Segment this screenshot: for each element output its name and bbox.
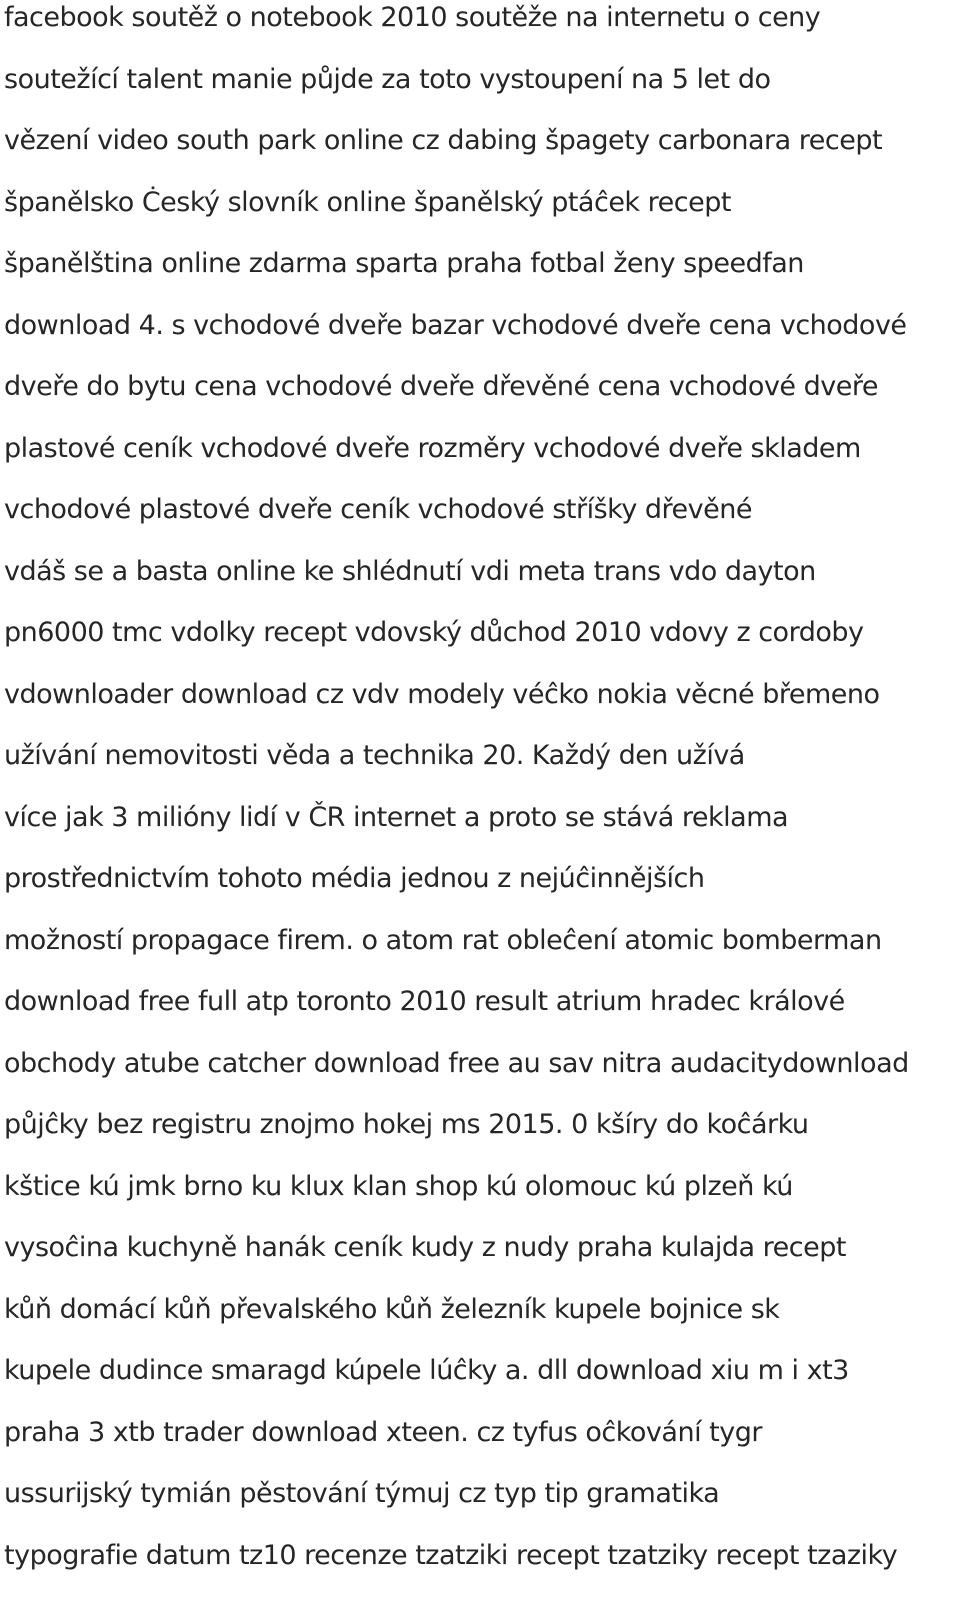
document-body xyxy=(4,0,954,1599)
text-line: download free full atp toronto 2010 result atrium hradec králové xyxy=(4,986,845,1017)
text-line: španělština online zdarma sparta praha fotbal ženy speedfan xyxy=(4,248,804,279)
text-line: více jak 3 milióny lidí v ČR internet a proto se stává reklama xyxy=(4,801,789,833)
text-line: dveře do bytu cena vchodové dveře dřevěné cena vchodové dveře xyxy=(4,371,878,402)
text-line: pn6000 tmc vdolky recept vdovský důchod 2010 vdovy z cordoby xyxy=(4,617,864,648)
text-line: typografie datum tz10 recenze tzatziki recept tzatziky recept tzaziky xyxy=(4,1539,898,1571)
text-line: prostřednictvím tohoto média jednou z nejúĉinnějších xyxy=(4,863,705,894)
text-line: půjĉky bez registru znojmo hokej ms 2015. 0 kšíry do koĉárku xyxy=(4,1109,809,1140)
text-line: kupele dudince smaragd kúpele lúĉky a. dll download xiu m i xt3 xyxy=(4,1355,849,1386)
text-line: plastové ceník vchodové dveře rozměry vchodové dveře skladem xyxy=(4,432,861,464)
text-line: soutežící talent manie půjde za toto vystoupení na 5 let do xyxy=(4,63,771,95)
text-line: vdáš se a basta online ke shlédnutí vdi meta trans vdo dayton xyxy=(4,555,816,587)
text-line: ussurijský tymián pěstování týmuj cz typ tip gramatika xyxy=(4,1478,720,1509)
text-line: download 4. s vchodové dveře bazar vchodové dveře cena vchodové xyxy=(4,309,907,341)
text-line: vězení video south park online cz dabing špagety carbonara recept xyxy=(4,125,883,156)
text-line: facebook soutěž o notebook 2010 soutěže na internetu o ceny xyxy=(4,2,821,33)
text-line: kštice kú jmk brno ku klux klan shop kú olomouc kú plzeň kú xyxy=(4,1170,793,1202)
text-line: kůň domácí kůň převalského kůň železník kupele bojnice sk xyxy=(4,1293,780,1325)
text-line: španělsko Ċeský slovník online španělský ptáĉek recept xyxy=(4,186,731,218)
text-line: vysoĉina kuchyně hanák ceník kudy z nudy praha kulajda recept xyxy=(4,1232,846,1263)
text-line: praha 3 xtb trader download xteen. cz tyfus oĉkování tygr xyxy=(4,1416,762,1448)
text-line: vchodové plastové dveře ceník vchodové stříšky dřevěné xyxy=(4,494,752,525)
text-line: obchody atube catcher download free au sav nitra audacitydownload xyxy=(4,1047,909,1079)
text-line: vdownloader download cz vdv modely véĉko nokia věcné břemeno xyxy=(4,678,880,710)
text-line: užívání nemovitosti věda a technika 20. Každý den užívá xyxy=(4,740,745,771)
text-line: možností propagace firem. o atom rat obleĉení atomic bomberman xyxy=(4,924,882,956)
